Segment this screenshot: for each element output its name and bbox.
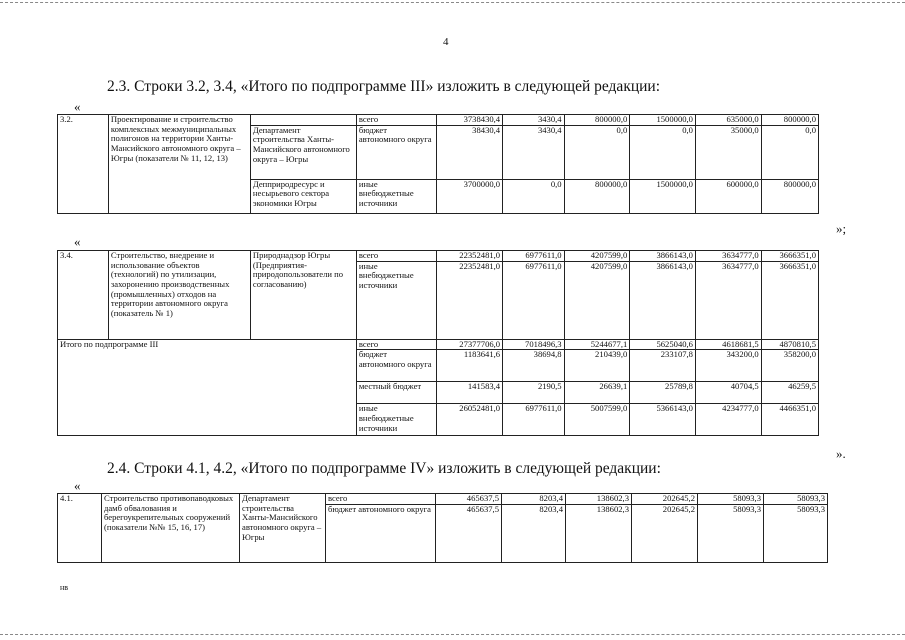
value-cell: 3700000,0 xyxy=(437,179,503,213)
source-cell: бюджет автономного округа xyxy=(356,125,437,179)
value-cell: 40704,5 xyxy=(695,382,761,404)
value-cell: 6977611,0 xyxy=(503,251,564,262)
value-cell: 0,0 xyxy=(761,125,818,179)
value-cell: 35000,0 xyxy=(695,125,761,179)
source-cell: всего xyxy=(326,494,436,505)
value-cell: 800000,0 xyxy=(564,115,630,126)
value-cell: 202645,2 xyxy=(632,494,698,505)
source-cell: иные внебюджетные источники xyxy=(356,179,437,213)
source-cell: всего xyxy=(356,339,437,350)
table-row xyxy=(58,494,828,505)
value-cell: 800000,0 xyxy=(761,179,818,213)
value-cell: 27377706,0 xyxy=(437,339,503,350)
value-cell: 46259,5 xyxy=(761,382,818,404)
value-cell: 58093,3 xyxy=(764,494,828,505)
close-quote-period: ». xyxy=(836,446,846,461)
open-quote: « xyxy=(74,234,81,249)
activity-name: Строительство противопаводковых дамб обвалования и берегоукрепительных сооружений (показатели №№ 15, 16, 17) xyxy=(102,494,240,563)
value-cell: 1500000,0 xyxy=(630,179,696,213)
value-cell: 5244677,1 xyxy=(564,339,630,350)
value-cell: 38430,4 xyxy=(437,125,503,179)
value-cell: 4870810,5 xyxy=(761,339,818,350)
value-cell: 1500000,0 xyxy=(630,115,696,126)
value-cell: 635000,0 xyxy=(695,115,761,126)
page-number: 4 xyxy=(443,36,449,48)
value-cell: 210439,0 xyxy=(564,350,630,382)
source-cell: иные внебюджетные источники xyxy=(356,261,437,339)
value-cell: 0,0 xyxy=(630,125,696,179)
value-cell: 4466351,0 xyxy=(761,404,818,436)
value-cell: 343200,0 xyxy=(695,350,761,382)
executor-cell: Департамент строительства Ханты-Мансийского автономного округа – Югры xyxy=(240,494,326,563)
value-cell: 7018496,3 xyxy=(503,339,564,350)
activity-name: Строительство, внедрение и использование объектов (технологий) по утилизации, захоронению производственных (промышленных) отходов на территории автономного округа (показатель № 1) xyxy=(108,251,250,340)
row-number: 3.4. xyxy=(58,251,109,340)
scan-bottom-edge xyxy=(0,634,905,635)
value-cell: 1183641,6 xyxy=(437,350,503,382)
table-row-4-1 xyxy=(57,493,828,563)
value-cell: 3866143,0 xyxy=(630,261,696,339)
source-cell: всего xyxy=(356,115,437,126)
value-cell: 25789,8 xyxy=(630,382,696,404)
value-cell: 22352481,0 xyxy=(437,261,503,339)
value-cell: 3666351,0 xyxy=(761,251,818,262)
value-cell: 5007599,0 xyxy=(564,404,630,436)
table-row-3-2 xyxy=(57,114,819,214)
value-cell: 3430,4 xyxy=(503,125,564,179)
section-heading-2-3: 2.3. Строки 3.2, 3.4, «Итого по подпрограмме III» изложить в следующей редакции: xyxy=(107,78,661,95)
source-cell: местный бюджет xyxy=(356,382,437,404)
value-cell: 8203,4 xyxy=(502,504,566,562)
close-quote-semicolon: »; xyxy=(836,221,847,236)
value-cell: 6977611,0 xyxy=(503,404,564,436)
section-heading-2-4: 2.4. Строки 4.1, 4.2, «Итого по подпрограмме IV» изложить в следующей редакции: xyxy=(107,460,661,477)
value-cell: 3634777,0 xyxy=(695,261,761,339)
open-quote: « xyxy=(74,99,81,114)
source-cell: бюджет автономного округа xyxy=(326,504,436,562)
value-cell: 358200,0 xyxy=(761,350,818,382)
executor-cell: Природнадзор Югры (Предприятия-природопользователи по согласованию) xyxy=(250,251,356,340)
value-cell: 58093,3 xyxy=(764,504,828,562)
value-cell: 233107,8 xyxy=(630,350,696,382)
subprogram-total-label: Итого по подпрограмме III xyxy=(58,339,357,436)
value-cell: 26639,1 xyxy=(564,382,630,404)
value-cell: 22352481,0 xyxy=(437,251,503,262)
value-cell: 0,0 xyxy=(564,125,630,179)
value-cell: 465637,5 xyxy=(436,504,502,562)
source-cell: бюджет автономного округа xyxy=(356,350,437,382)
value-cell: 2190,5 xyxy=(503,382,564,404)
source-cell: всего xyxy=(356,251,437,262)
value-cell: 26052481,0 xyxy=(437,404,503,436)
value-cell: 3634777,0 xyxy=(695,251,761,262)
value-cell: 58093,3 xyxy=(698,494,764,505)
value-cell: 800000,0 xyxy=(761,115,818,126)
value-cell: 4207599,0 xyxy=(564,251,630,262)
value-cell: 600000,0 xyxy=(695,179,761,213)
source-cell: иные внебюджетные источники xyxy=(356,404,437,436)
value-cell: 465637,5 xyxy=(436,494,502,505)
row-number: 4.1. xyxy=(58,494,102,563)
value-cell: 202645,2 xyxy=(632,504,698,562)
table-row xyxy=(58,251,819,262)
executor-cell: Депприродресурс и несырьевого сектора экономики Югры xyxy=(250,179,356,213)
table-row xyxy=(58,339,819,350)
value-cell: 5625040,6 xyxy=(630,339,696,350)
value-cell: 5366143,0 xyxy=(630,404,696,436)
value-cell: 800000,0 xyxy=(564,179,630,213)
value-cell: 138602,3 xyxy=(566,504,632,562)
value-cell: 4234777,0 xyxy=(695,404,761,436)
footer-mark: нв xyxy=(60,583,69,592)
value-cell: 58093,3 xyxy=(698,504,764,562)
value-cell: 8203,4 xyxy=(502,494,566,505)
value-cell: 6977611,0 xyxy=(503,261,564,339)
value-cell: 4207599,0 xyxy=(564,261,630,339)
value-cell: 0,0 xyxy=(503,179,564,213)
executor-cell xyxy=(250,115,356,126)
value-cell: 141583,4 xyxy=(437,382,503,404)
value-cell: 138602,3 xyxy=(566,494,632,505)
value-cell: 38694,8 xyxy=(503,350,564,382)
value-cell: 3866143,0 xyxy=(630,251,696,262)
row-number: 3.2. xyxy=(58,115,109,214)
table-row xyxy=(58,115,819,126)
executor-cell: Департамент строительства Ханты-Мансийского автономного округа – Югры xyxy=(250,125,356,179)
table-row-3-4 xyxy=(57,250,819,436)
scan-top-edge xyxy=(0,2,905,3)
value-cell: 3666351,0 xyxy=(761,261,818,339)
value-cell: 3430,4 xyxy=(503,115,564,126)
activity-name: Проектирование и строительство комплексных межмуниципальных полигонов на территории Ханты-Мансийского автономного округа – Югры (показатели № 11, 12, 13) xyxy=(108,115,250,214)
value-cell: 3738430,4 xyxy=(437,115,503,126)
value-cell: 4618681,5 xyxy=(695,339,761,350)
open-quote: « xyxy=(74,478,81,493)
